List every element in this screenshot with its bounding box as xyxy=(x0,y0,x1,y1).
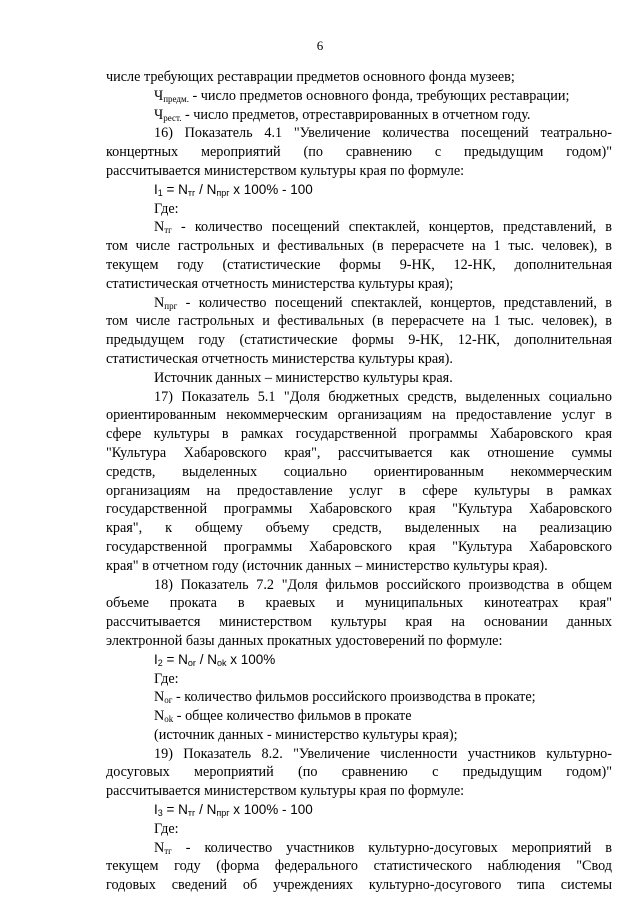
page-number: 6 xyxy=(316,38,324,53)
text-line: текущем году (статистические формы 9-НК, 12-НК, дополнительная xyxy=(106,256,612,273)
subscript: рест. xyxy=(163,112,182,123)
subscript: тг xyxy=(164,845,172,856)
text-line: электронной базы данных прокатных удостоверений по формуле: xyxy=(106,632,503,649)
text-line: средств, выделенных социально ориентированным некоммерческим xyxy=(106,463,612,480)
text-span: = N xyxy=(162,651,188,667)
text-line xyxy=(106,839,612,858)
text-span: - число предметов, отреставрированных в отчетном году. xyxy=(181,106,531,123)
text-line: числе требующих реставрации предметов основного фонда музеев; xyxy=(106,69,515,85)
text-span: / N xyxy=(195,651,217,667)
text-line: рассчитывается министерством культуры края по формуле: xyxy=(106,162,465,179)
text-span: I xyxy=(154,651,158,667)
subscript: прг xyxy=(216,808,230,819)
text-span: I xyxy=(154,181,158,197)
text-line: Где: xyxy=(154,670,179,687)
text-span: I xyxy=(154,802,158,818)
subscript: прг xyxy=(164,300,178,311)
text-span: N xyxy=(154,689,165,706)
text-line: ориентированным некоммерческим организациям на предоставление услуг в xyxy=(106,407,612,424)
subscript: тг xyxy=(164,225,172,236)
text-span: / N xyxy=(195,802,217,818)
text-line: досуговых мероприятий (по сравнению с предыдущим годом)" xyxy=(106,764,612,781)
text-span: N xyxy=(154,294,165,311)
text-line: объеме проката в краевых и муниципальных кинотеатрах края" xyxy=(106,595,612,612)
subscript: ok xyxy=(164,714,174,725)
text-span: - число предметов основного фонда, требующих реставрации; xyxy=(188,87,570,104)
text-span: N xyxy=(154,839,165,856)
subscript: 2 xyxy=(157,657,163,668)
text-line: Где: xyxy=(154,820,179,837)
text-line: текущем году (форма федерального статистического наблюдения "Свод xyxy=(106,858,612,875)
text-span: x 100% xyxy=(226,651,276,667)
text-span: x 100% - 100 xyxy=(229,802,313,818)
text-line: Где: xyxy=(154,200,179,217)
text-span: Ч xyxy=(154,87,164,104)
text-line xyxy=(106,106,612,125)
text-line: сфере культуры в рамках государственной программы Хабаровского края xyxy=(106,426,612,443)
text-line: предыдущем году (статистические формы 9-НК, 12-НК, дополнительная xyxy=(106,332,612,349)
text-span: N xyxy=(154,708,165,725)
text-line: государственной программы Хабаровского края "Культура Хабаровского xyxy=(106,501,612,518)
text-span: - общее количество фильмов в прокате xyxy=(173,708,412,725)
text-line xyxy=(106,218,612,237)
formula-line xyxy=(106,651,612,670)
document-body xyxy=(106,68,612,895)
subscript: прг xyxy=(216,187,230,198)
text-line: статистическая отчетность министерства культуры края). xyxy=(106,350,453,367)
text-line: 18) Показатель 7.2 "Доля фильмов российского производства в общем xyxy=(154,576,612,593)
subscript: тг xyxy=(187,808,196,819)
text-span: x 100% - 100 xyxy=(229,181,313,197)
text-line: концертных мероприятий (по сравнению с предыдущим годом)" xyxy=(106,144,612,161)
text-line: статистическая отчетность министерства культуры края); xyxy=(106,275,454,292)
text-span: Ч xyxy=(154,106,164,123)
text-line: том числе гастрольных и фестивальных (в перерасчете на 1 тыс. человек), в xyxy=(106,313,612,330)
text-span: = N xyxy=(162,802,188,818)
text-line: "Культура Хабаровского края", рассчитывается как отношение суммы xyxy=(106,444,612,461)
text-line: годовых сведений об учреждениях культурно-досугового типа системы xyxy=(106,877,612,894)
subscript: ok xyxy=(216,657,227,668)
text-line: 19) Показатель 8.2. "Увеличение численности участников культурно- xyxy=(154,745,612,762)
formula-line xyxy=(106,181,612,200)
text-span: = N xyxy=(162,181,188,197)
text-line: Источник данных – министерство культуры края. xyxy=(154,369,453,386)
subscript: предм. xyxy=(163,93,189,104)
text-line xyxy=(106,688,612,707)
text-span: - количество участников культурно-досуговых мероприятий в xyxy=(171,839,612,856)
text-line: края" в отчетном году (источник данных – министерство культуры края). xyxy=(106,557,548,574)
text-line: 17) Показатель 5.1 "Доля бюджетных средств, выделенных социально xyxy=(154,388,612,405)
subscript: тг xyxy=(187,187,196,198)
text-line: края", к общему объему средств, выделенных на реализацию xyxy=(106,520,612,537)
text-span: N xyxy=(154,219,165,236)
subscript: ог xyxy=(164,695,173,706)
text-span: / N xyxy=(195,181,217,197)
subscript: 1 xyxy=(157,187,163,198)
subscript: or xyxy=(187,657,196,668)
text-line xyxy=(106,707,612,726)
text-span: - количество посещений спектаклей, концертов, представлений, в xyxy=(171,219,612,236)
text-line: (источник данных - министерство культуры края); xyxy=(154,726,458,743)
text-line: 16) Показатель 4.1 "Увеличение количества посещений театрально- xyxy=(154,125,612,142)
text-line: организациям на предоставление услуг в сфере культуры в рамках xyxy=(106,482,612,499)
text-line: том числе гастрольных и фестивальных (в перерасчете на 1 тыс. человек), в xyxy=(106,238,612,255)
text-span: - количество посещений спектаклей, концертов, представлений, в xyxy=(177,294,612,311)
subscript: 3 xyxy=(157,808,163,819)
formula-line xyxy=(106,801,612,820)
text-line: рассчитывается министерством культуры края на основании данных xyxy=(106,614,612,631)
text-span: - количество фильмов российского производства в прокате; xyxy=(172,689,536,706)
text-line xyxy=(106,87,612,106)
text-line: государственной программы Хабаровского края "Культура Хабаровского xyxy=(106,538,612,555)
text-line: рассчитывается министерством культуры края по формуле: xyxy=(106,783,465,800)
text-line xyxy=(106,294,612,313)
